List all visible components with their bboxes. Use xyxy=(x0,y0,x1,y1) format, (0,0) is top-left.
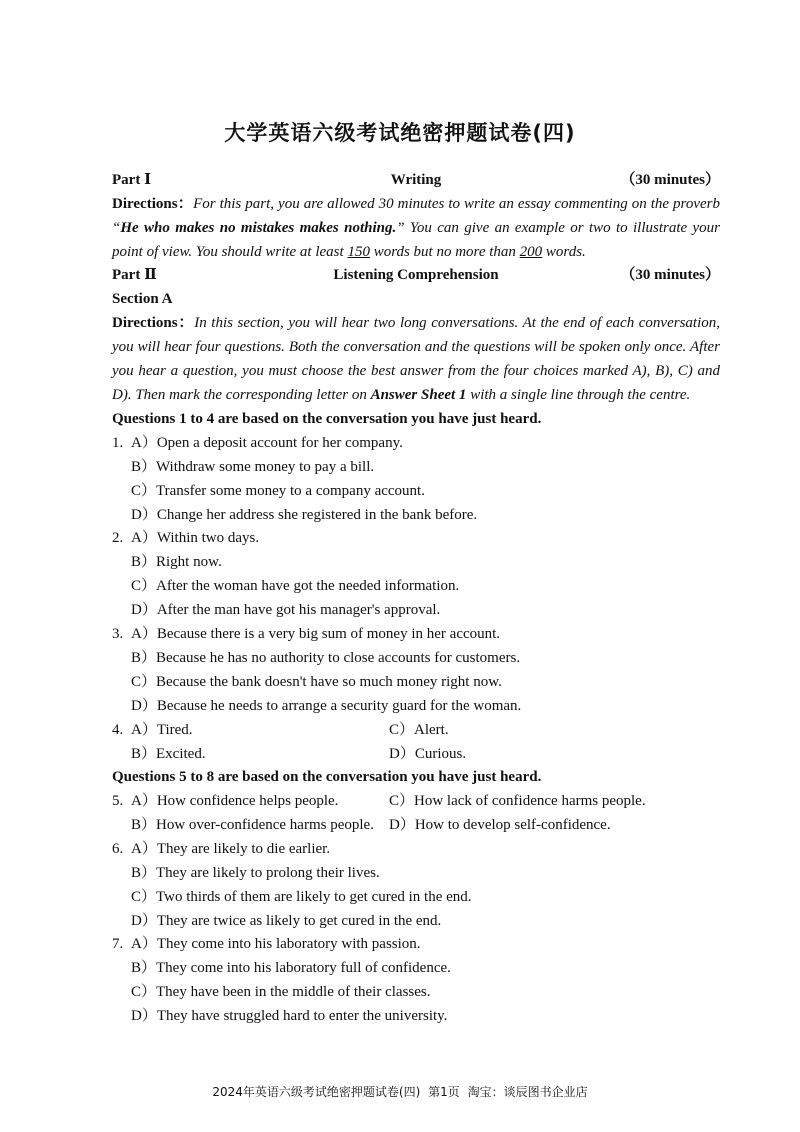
option-a: A）Within two days. xyxy=(131,530,260,546)
option-c: C）Because the bank doesn't have so much money right now. xyxy=(131,674,502,690)
part-1-header xyxy=(112,169,720,191)
directions-listening-line-4 xyxy=(112,384,720,406)
proverb: He who makes no mistakes makes nothing. xyxy=(120,220,397,236)
question-5 xyxy=(112,790,720,812)
option-a: A）Because there is a very big sum of money in her account. xyxy=(131,626,501,642)
question-7 xyxy=(112,933,720,955)
question-group-2-heading: Questions 5 to 8 are based on the conversation you have just heard. xyxy=(112,769,542,785)
option-a: A）How confidence helps people. xyxy=(131,793,339,809)
option-a: A）They come into his laboratory with passion. xyxy=(131,936,421,952)
directions-listening-line-2: you will hear four questions. Both the conversation and the questions will be spoken only once. After xyxy=(112,339,720,355)
question-3 xyxy=(112,623,720,645)
part-1-time: （30 minutes） xyxy=(620,172,720,188)
question-number: 7. xyxy=(112,936,124,952)
option-c: C）How lack of confidence harms people. xyxy=(389,793,646,809)
page-footer xyxy=(0,1083,800,1100)
option-c: C）After the woman have got the needed information. xyxy=(131,578,460,594)
page-title: 大学英语六级考试绝密押题试卷(四) xyxy=(224,121,576,145)
section-a-heading: Section A xyxy=(112,291,173,307)
directions-text: point of view. You should write at least xyxy=(112,244,348,260)
option-a: A）Tired. xyxy=(131,722,193,738)
question-number: 1. xyxy=(112,435,124,451)
option-d: D）They are twice as likely to get cured in the end. xyxy=(131,913,442,929)
question-number: 6. xyxy=(112,841,124,857)
min-words: 150 xyxy=(347,244,370,260)
option-c: C）Transfer some money to a company account. xyxy=(131,483,425,499)
option-d: D）They have struggled hard to enter the university. xyxy=(131,1008,448,1024)
quote-open: “ xyxy=(112,220,121,236)
directions-text: words. xyxy=(542,244,586,260)
question-2 xyxy=(112,527,720,549)
part-2-name: Listening Comprehension xyxy=(333,267,499,283)
question-1 xyxy=(112,432,720,454)
part-2-label: Part Ⅱ xyxy=(112,267,157,283)
option-a: A）Open a deposit account for her company. xyxy=(131,435,403,451)
option-d: D）Change her address she registered in the bank before. xyxy=(131,507,478,523)
option-b: B）Withdraw some money to pay a bill. xyxy=(131,459,375,475)
part-2-header xyxy=(112,264,720,286)
directions-listening-line-1 xyxy=(112,312,720,334)
part-2-time: （30 minutes） xyxy=(620,267,720,283)
directions-listening-line-3: you hear a question, you must choose the best answer from the four choices marked A), B), C) and xyxy=(112,363,720,379)
option-b: B）They come into his laboratory full of confidence. xyxy=(131,960,451,976)
question-number: 4. xyxy=(112,722,124,738)
option-b: B）Excited. xyxy=(131,746,206,762)
option-c: C）Two thirds of them are likely to get cured in the end. xyxy=(131,889,472,905)
question-6 xyxy=(112,838,720,860)
directions-label: Directions： xyxy=(112,315,195,331)
question-group-1-heading: Questions 1 to 4 are based on the conversation you have just heard. xyxy=(112,411,542,427)
part-1-label: Part Ⅰ xyxy=(112,172,152,188)
directions-writing-line-3 xyxy=(112,241,720,263)
option-c: C）Alert. xyxy=(389,722,449,738)
directions-label: Directions： xyxy=(112,196,194,212)
directions-text: D). Then mark the corresponding letter on xyxy=(112,387,371,403)
max-words: 200 xyxy=(519,244,543,260)
option-a: A）They are likely to die earlier. xyxy=(131,841,331,857)
directions-writing-line-2 xyxy=(112,217,720,239)
directions-text: words but no more than xyxy=(369,244,520,260)
directions-writing-line-1 xyxy=(112,193,720,215)
answer-sheet-ref: Answer Sheet 1 xyxy=(370,387,467,403)
footer-page-number: 第1页 xyxy=(428,1085,460,1099)
option-d: D）After the man have got his manager's approval. xyxy=(131,602,441,618)
directions-text: In this section, you will hear two long conversations. At the end of each conversation, xyxy=(194,315,721,331)
option-d: D）Because he needs to arrange a security guard for the woman. xyxy=(131,698,522,714)
quote-close: ” xyxy=(396,220,405,236)
question-number: 2. xyxy=(112,530,124,546)
option-d: D）Curious. xyxy=(389,746,467,762)
directions-text: For this part, you are allowed 30 minutes to write an essay commenting on the proverb xyxy=(193,196,720,212)
option-d: D）How to develop self-confidence. xyxy=(389,817,611,833)
footer-doc-title: 2024年英语六级考试绝密押题试卷(四) xyxy=(212,1085,421,1099)
question-4 xyxy=(112,719,720,741)
option-b: B）How over-confidence harms people. xyxy=(131,817,374,833)
option-b: B）Right now. xyxy=(131,554,222,570)
option-b: B）Because he has no authority to close accounts for customers. xyxy=(131,650,521,666)
question-number: 3. xyxy=(112,626,124,642)
footer-shop: 淘宝：谈辰图书企业店 xyxy=(467,1085,588,1099)
option-b: B）They are likely to prolong their lives. xyxy=(131,865,380,881)
question-number: 5. xyxy=(112,793,124,809)
part-1-name: Writing xyxy=(390,172,442,188)
directions-text: with a single line through the centre. xyxy=(466,387,691,403)
option-c: C）They have been in the middle of their classes. xyxy=(131,984,431,1000)
directions-text: You can give an example or two to illustrate your xyxy=(404,220,720,236)
